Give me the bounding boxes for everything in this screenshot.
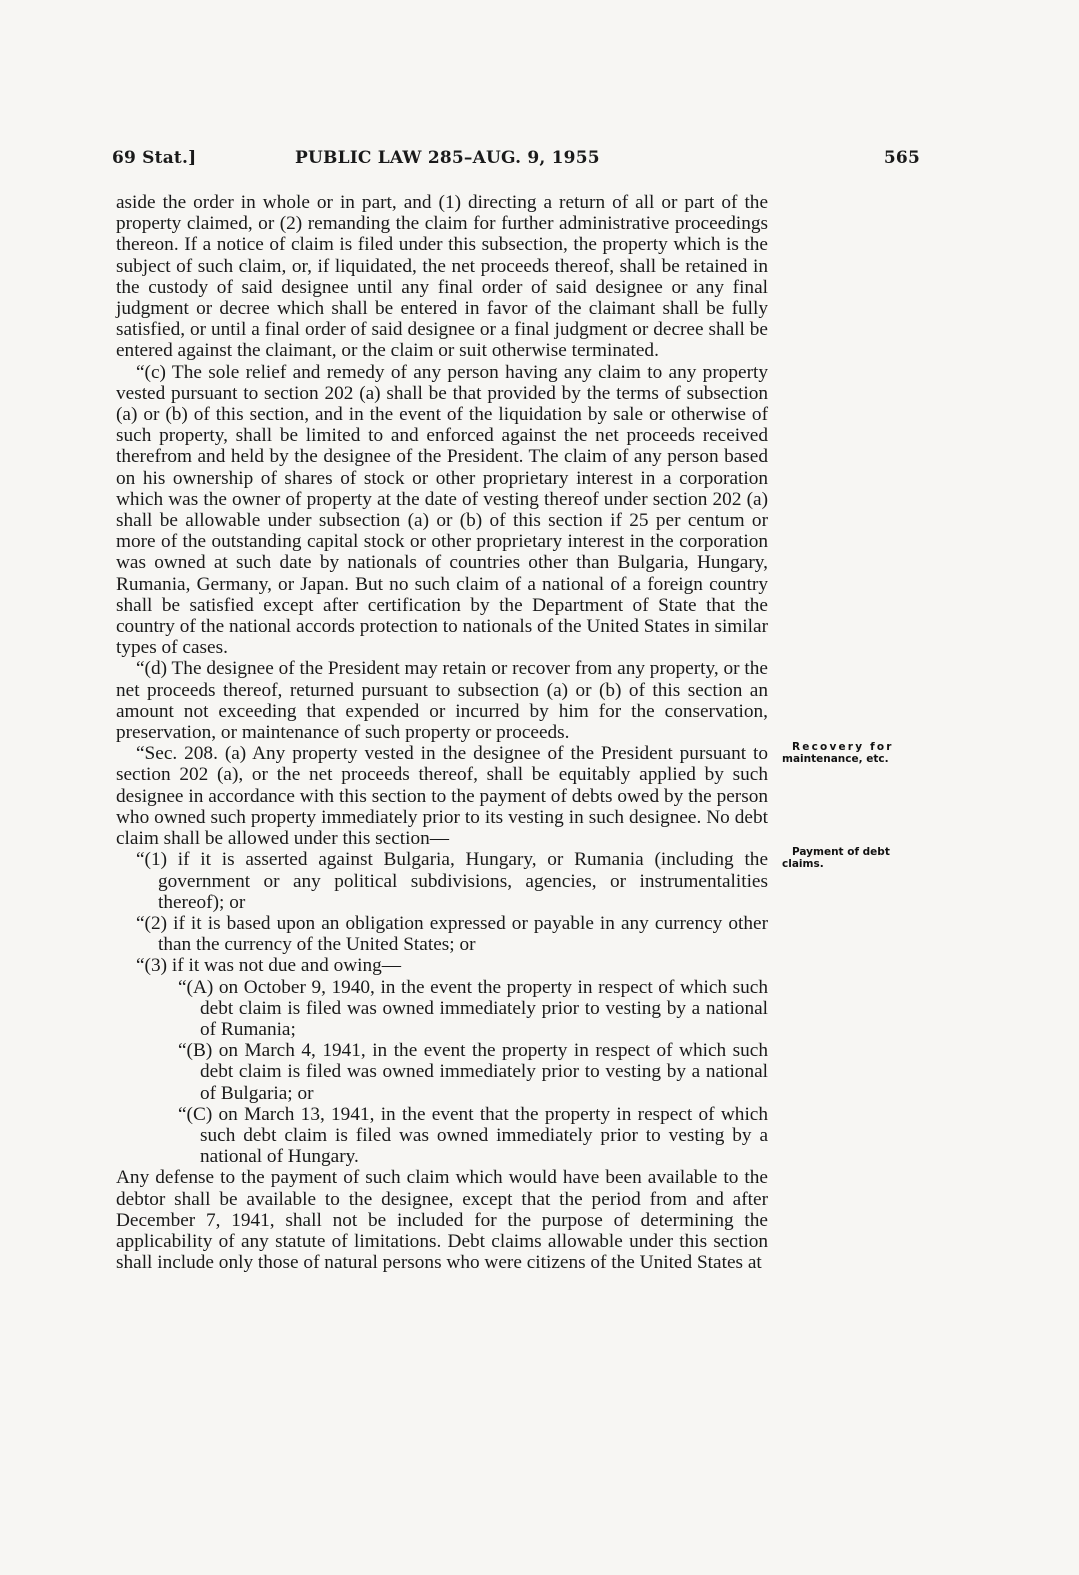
clause-3c: “(C) on March 13, 1941, in the event that the property in respect of which such debt claim is filed was owned immediately prior to vesting by a national of Hungary. [178, 1103, 768, 1168]
margin-note-payment-line1: Payment of debt [792, 846, 890, 858]
clause-3a: “(A) on October 9, 1940, in the event the property in respect of which such debt claim is filed was owned immediately prior to vesting by a national of Rumania; [178, 976, 768, 1040]
clause-1: “(1) if it is asserted against Bulgaria, Hungary, or Rumania (including the government or any political subdivisions, agencies, or instrumentalities thereof); or [136, 849, 768, 913]
paragraph-defense: Any defense to the payment of such claim which would have been available to the debtor shall be available to the designee, except that the period from and after December 7, 1941, shall not be included for the purpose of determining the applicability of any statute of limitations. Debt claims allowable under this section shall include only those of natural persons who were citizens of the United States at [116, 1167, 768, 1274]
paragraph-section-208: “Sec. 208. (a) Any property vested in the designee of the President pursuant to section 202 (a), or the net proceeds thereof, shall be equitably applied by such designee in accordance with this section to the payment of debts owed by the person who owned such property immediately prior to its vesting in such designee. No debt claim shall be allowed under this section— [116, 743, 768, 850]
paragraph-subsection-c: “(c) The sole relief and remedy of any person having any claim to any property vested pursuant to section 202 (a) shall be that provided by the terms of subsection (a) or (b) of this section, and in the event of the liquidation by sale or otherwise of such property, shall be limited to and enforced against the net proceeds received therefrom and held by the designee of the President. The claim of any person based on his ownership of shares of stock or other proprietary interest in a corporation which was the owner of property at the date of vesting thereof under section 202 (a) shall be allowable under subsection (a) or (b) of this section if 25 per centum or more of the outstanding capital stock or other proprietary interest in the corporation was owned at such date by nationals of countries other than Bulgaria, Hungary, Rumania, Germany, or Japan. But no such claim of a national of a foreign country shall be satisfied except after certification by the Department of State that the country of the national accords protection to nationals of the United States in similar types of cases. [116, 361, 768, 659]
paragraph-continuation: aside the order in whole or in part, and (1) directing a return of all or part of the property claimed, or (2) remanding the claim for further administrative proceedings thereon. If a notice of claim is filed under this subsection, the property which is the subject of such claim, or, if liquidated, the net proceeds thereof, shall be retained in the custody of said designee until any final order of said designee or any final judgment or decree which shall be entered in favor of the claimant shall be fully satisfied, or until a final order of said designee or a final judgment or decree shall be entered against the claimant, or the claim or suit otherwise terminated. [116, 192, 768, 362]
clause-3b: “(B) on March 4, 1941, in the event the property in respect of which such debt claim is filed was owned immediately prior to vesting by a national of Bulgaria; or [178, 1040, 768, 1104]
margin-note-payment [782, 846, 932, 870]
margin-note-recovery-line2: maintenance, etc. [782, 753, 889, 765]
clause-2: “(2) if it is based upon an obligation expressed or payable in any currency other than the currency of the United States; or [136, 912, 768, 956]
paragraph-subsection-d: “(d) The designee of the President may retain or recover from any property, or the net proceeds thereof, returned pursuant to subsection (a) or (b) of this section an amount not exceeding that expended or incurred by him for the conservation, preservation, or maintenance of such property or proceeds. [116, 658, 768, 744]
statute-body [116, 192, 768, 1273]
margin-note-recovery [782, 741, 932, 765]
page-header [112, 148, 920, 174]
clause-3: “(3) if it was not due and owing— [136, 955, 402, 977]
volume-reference: 69 Stat.] [112, 148, 197, 168]
running-title: PUBLIC LAW 285–AUG. 9, 1955 [295, 148, 600, 168]
margin-note-recovery-line1: Recovery for [792, 741, 894, 753]
margin-note-payment-line2: claims. [782, 858, 824, 870]
page-number: 565 [883, 148, 920, 168]
